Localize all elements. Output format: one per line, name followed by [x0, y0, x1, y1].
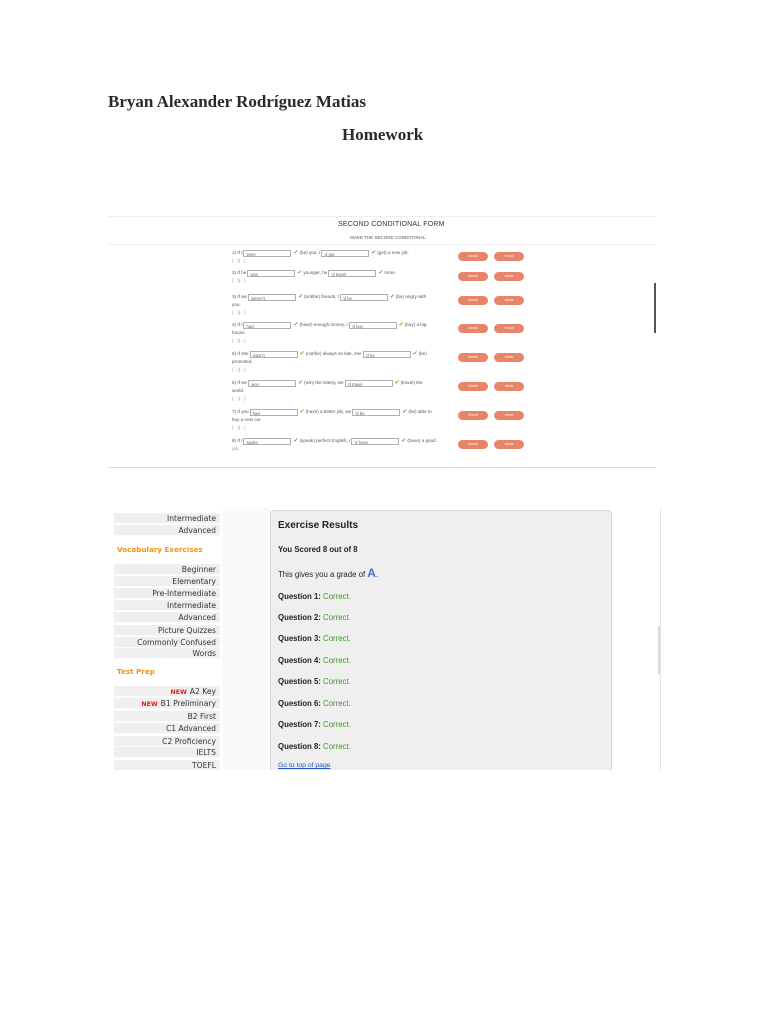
check-icon: ✔: [371, 250, 377, 256]
question-label: Question 4:: [278, 656, 321, 665]
check-icon: ✔: [293, 322, 299, 328]
exercise-text: buy a new car.: [232, 417, 262, 422]
check-button[interactable]: check: [458, 382, 488, 391]
sidebar-item-label: Advanced: [178, 613, 216, 622]
question-label: Question 5:: [278, 677, 321, 686]
question-label: Question 2:: [278, 613, 321, 622]
question-result: [278, 592, 351, 601]
check-icon: ✔: [402, 409, 408, 415]
question-status: Correct.: [320, 613, 351, 622]
question-result: [278, 677, 351, 686]
check-icon: ✔: [299, 409, 305, 415]
hint-text: ( . )( . ): [232, 258, 246, 263]
sidebar-item-label: Pre-Intermediate: [152, 589, 216, 598]
sidebar-item-testprep[interactable]: [114, 736, 220, 747]
question-label: Question 1:: [278, 592, 321, 601]
author-name: Bryan Alexander Rodríguez Matias: [108, 92, 366, 111]
sidebar-item-testprep[interactable]: [114, 723, 220, 734]
sidebar-item-label: Intermediate: [167, 514, 216, 523]
exercise-text: 1) If I: [232, 250, 243, 255]
question-status: Correct.: [320, 656, 351, 665]
exercise-text: 5) If she: [232, 351, 249, 356]
exercise-screenshot: [108, 216, 656, 468]
check-button[interactable]: check: [458, 324, 488, 333]
question-result: [278, 720, 351, 729]
show-button[interactable]: show: [494, 440, 524, 449]
sidebar-item-vocab[interactable]: [114, 600, 220, 611]
show-button[interactable]: show: [494, 382, 524, 391]
results-panel: [270, 510, 612, 770]
sidebar-item-testprep[interactable]: [114, 747, 220, 758]
exercise-text: younger, he: [303, 270, 328, 275]
hint-text: ( . )( . ): [232, 278, 246, 283]
check-icon: ✔: [299, 351, 305, 357]
question-status: Correct.: [320, 592, 351, 601]
exercise-text: world.: [232, 388, 245, 393]
show-button[interactable]: show: [494, 272, 524, 281]
answer-input[interactable]: had: [250, 409, 298, 416]
sidebar-item-intermediate[interactable]: [114, 513, 220, 524]
check-icon: ✔: [293, 250, 299, 256]
answer-input[interactable]: spoke: [243, 438, 291, 445]
results-screenshot: [112, 508, 661, 770]
answer-input[interactable]: 'd be: [363, 351, 411, 358]
exercise-text: (not/be) friends, I: [304, 294, 339, 299]
question-result: [278, 613, 351, 622]
score-text: You Scored 8 out of 8: [278, 545, 358, 554]
show-button[interactable]: show: [494, 252, 524, 261]
sidebar-item-label: Picture Quizzes: [157, 626, 216, 635]
new-badge: NEW: [170, 689, 187, 696]
question-result: [278, 742, 351, 751]
answer-input[interactable]: weren't: [248, 294, 296, 301]
answer-input[interactable]: 'd be: [340, 294, 388, 301]
sidebar-item-label: C1 Advanced: [165, 724, 216, 733]
answer-input[interactable]: 'd be: [352, 409, 400, 416]
question-label: Question 3:: [278, 634, 321, 643]
question-result: [278, 699, 351, 708]
sidebar-item-vocab[interactable]: [114, 564, 220, 575]
sidebar-item-advanced[interactable]: [114, 525, 220, 536]
sidebar-item-label: IELTS: [196, 748, 216, 757]
question-label: Question 8:: [278, 742, 321, 751]
document-subtitle: Homework: [342, 125, 424, 144]
sidebar-item-label: Words: [192, 649, 216, 658]
exercise-text: house.: [232, 330, 246, 335]
check-icon: ✔: [394, 380, 400, 386]
exercise-text: (win) the lottery, we: [304, 380, 344, 385]
sidebar-item-label: Commonly Confused: [137, 638, 216, 647]
divider: [108, 244, 656, 245]
check-icon: ✔: [401, 438, 407, 444]
exercise-text: (be) angry with: [395, 294, 427, 299]
check-icon: ✔: [293, 438, 299, 444]
check-icon: ✔: [297, 270, 303, 276]
answer-input[interactable]: 'd have: [351, 438, 399, 445]
exercise-text: you.: [232, 302, 241, 307]
hint-text: ( . )( . ): [232, 338, 246, 343]
sidebar-item-label: B2 First: [187, 712, 216, 721]
question-status: Correct.: [320, 677, 351, 686]
sidebar-gap: [222, 508, 270, 770]
exercise-text: (not/be) always so late, she: [305, 351, 362, 356]
sidebar-item-label: A2 Key: [189, 687, 216, 696]
exercise-text: 6) If we: [232, 380, 248, 385]
sidebar-item-vocab[interactable]: [114, 576, 220, 587]
sidebar-item-label: Intermediate: [167, 601, 216, 610]
exercise-text: (have) a good: [407, 438, 436, 443]
grade-prefix: This gives you a grade of: [278, 570, 366, 579]
answer-input[interactable]: 'd buy: [349, 322, 397, 329]
check-icon: ✔: [298, 294, 304, 300]
hint-text: ( . )( . ): [232, 425, 246, 430]
question-status: Correct.: [320, 742, 351, 751]
exercise-row: [232, 350, 532, 374]
test-prep-heading: Test Prep: [117, 667, 155, 676]
exercise-text: 8) If I: [232, 438, 243, 443]
check-button[interactable]: check: [458, 252, 488, 261]
show-button[interactable]: show: [494, 324, 524, 333]
show-button[interactable]: show: [494, 296, 524, 305]
answer-input[interactable]: 'd travel: [328, 270, 376, 277]
exercise-text: (travel) the: [400, 380, 423, 385]
sidebar: [112, 508, 222, 770]
answer-input[interactable]: 'd travel: [345, 380, 393, 387]
hint-text: ( . )( . ): [232, 310, 246, 315]
sidebar-item-vocab[interactable]: [114, 612, 220, 623]
answer-input[interactable]: wasn't: [250, 351, 298, 358]
exercise-text: (be) able to: [408, 409, 432, 414]
hint-text: job.: [232, 446, 240, 451]
check-button[interactable]: check: [458, 296, 488, 305]
hint-text: ( . )( . ): [232, 367, 246, 372]
question-label: Question 7:: [278, 720, 321, 729]
question-result: [278, 634, 351, 643]
exercise-row: [232, 379, 532, 403]
answer-input[interactable]: 'd get: [321, 250, 369, 257]
exercise-text: promoted.: [232, 359, 253, 364]
hint-text: ( . )( . ): [232, 396, 246, 401]
check-icon: ✔: [389, 294, 395, 300]
exercise-text: 3) If we: [232, 294, 248, 299]
exercise-text: (have) enough money, I: [299, 322, 348, 327]
sidebar-item-label: B1 Preliminary: [160, 699, 216, 708]
scrollbar[interactable]: [654, 283, 656, 333]
check-icon: ✔: [378, 270, 384, 276]
exercise-instruction: MAKE THE SECOND CONDITIONAL: [350, 235, 426, 240]
exercise-text: (be): [418, 351, 427, 356]
vocabulary-exercises-heading: Vocabulary Exercises: [117, 545, 203, 554]
answer-input[interactable]: had: [243, 322, 291, 329]
exercise-text: (have) a better job, we: [305, 409, 352, 414]
grade-suffix: .: [375, 570, 379, 579]
sidebar-item-testprep[interactable]: [114, 686, 220, 697]
answer-input[interactable]: won: [248, 380, 296, 387]
exercise-row: [232, 408, 532, 432]
grade-text: [278, 566, 378, 580]
show-button[interactable]: show: [494, 353, 524, 362]
exercise-text: more.: [384, 270, 397, 275]
exercise-text: 2) If he: [232, 270, 247, 275]
check-button[interactable]: check: [458, 440, 488, 449]
sidebar-item-testprep[interactable]: [114, 711, 220, 722]
question-status: Correct.: [320, 634, 351, 643]
grade-letter: A: [367, 566, 376, 580]
question-status: Correct.: [320, 699, 351, 708]
sidebar-item-vocab[interactable]: [114, 588, 220, 599]
check-icon: ✔: [398, 322, 404, 328]
sidebar-item-testprep[interactable]: [114, 760, 220, 770]
check-button[interactable]: check: [458, 411, 488, 420]
question-status: Correct.: [320, 720, 351, 729]
scrollbar[interactable]: [658, 626, 660, 674]
exercise-title: SECOND CONDITIONAL FORM: [338, 221, 445, 228]
answer-input[interactable]: was: [247, 270, 295, 277]
sidebar-item-label: Elementary: [172, 577, 216, 586]
exercise-text: (get) a new job.: [377, 250, 409, 255]
check-button[interactable]: check: [458, 353, 488, 362]
sidebar-item-label: C2 Proficiency: [162, 737, 216, 746]
exercise-row: [232, 293, 532, 317]
question-result: [278, 656, 351, 665]
results-title: Exercise Results: [278, 520, 359, 531]
question-label: Question 6:: [278, 699, 321, 708]
exercise-text: (speak) perfect English, I: [299, 438, 351, 443]
sidebar-item-testprep[interactable]: [114, 698, 220, 709]
check-button[interactable]: check: [458, 272, 488, 281]
check-icon: ✔: [298, 380, 304, 386]
exercise-text: (buy) a big: [404, 322, 427, 327]
exercise-text: (be) you, I: [299, 250, 321, 255]
sidebar-item-label: Beginner: [181, 565, 216, 574]
sidebar-item-label: TOEFL: [191, 761, 216, 770]
exercise-text: 4) If I: [232, 322, 243, 327]
sidebar-item-vocab[interactable]: [114, 648, 220, 659]
sidebar-item-vocab[interactable]: [114, 625, 220, 636]
exercise-text: 7) If you: [232, 409, 249, 414]
sidebar-item-label: Advanced: [178, 526, 216, 535]
go-to-top-link[interactable]: Go to top of page: [278, 762, 331, 769]
check-icon: ✔: [412, 351, 418, 357]
sidebar-item-vocab[interactable]: [114, 637, 220, 648]
show-button[interactable]: show: [494, 411, 524, 420]
answer-input[interactable]: were: [243, 250, 291, 257]
new-badge: NEW: [141, 701, 158, 708]
exercise-row: [232, 321, 532, 345]
